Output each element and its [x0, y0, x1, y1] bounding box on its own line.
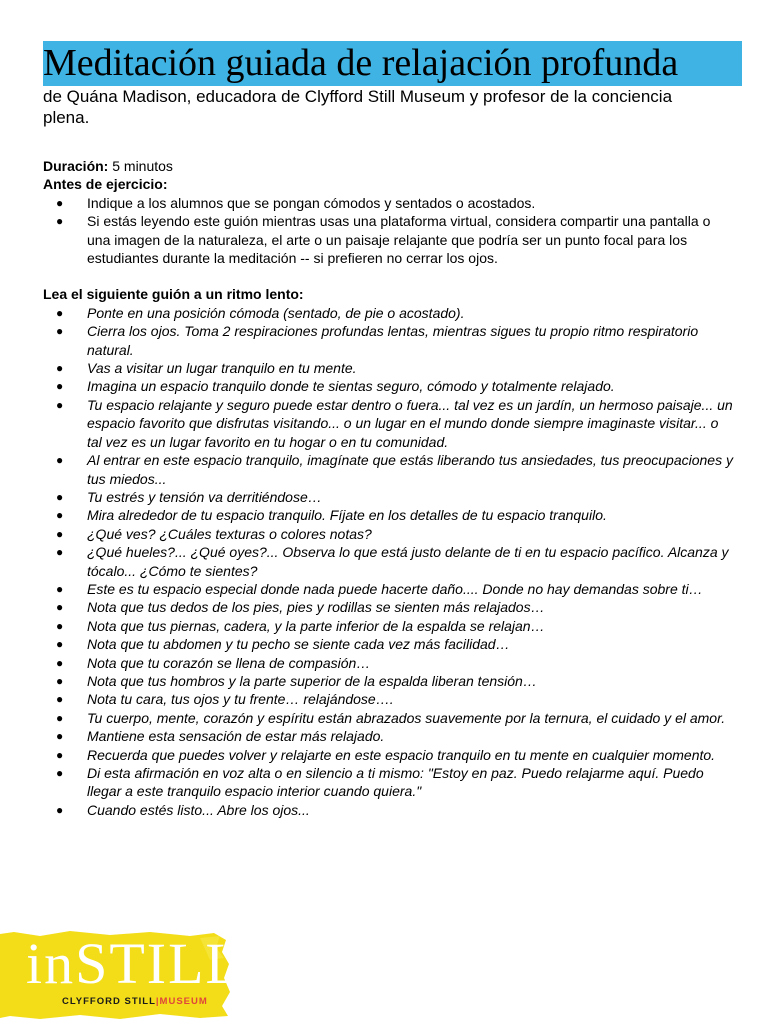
list-item-text: Nota que tus piernas, cadera, y la parte inferior de la espalda se relajan… [87, 617, 545, 634]
list-item-text: Este es tu espacio especial donde nada puede hacerte daño.... Donde no hay demandas sobre ti… [87, 580, 703, 597]
list-item-text: ¿Qué ves? ¿Cuáles texturas o colores notas? [87, 525, 372, 542]
list-item [43, 746, 733, 764]
bullet-icon: ● [56, 324, 64, 339]
list-item [43, 304, 733, 322]
page-subtitle: de Quána Madison, educadora de Clyfford Still Museum y profesor de la conciencia plena. [43, 87, 673, 127]
bullet-icon: ● [56, 710, 64, 725]
list-item [43, 322, 733, 359]
bullet-icon: ● [56, 673, 64, 688]
bullet-icon: ● [56, 692, 64, 707]
list-item-text: Recuerda que puedes volver y relajarte en este espacio tranquilo en tu mente en cualquier momento. [87, 746, 716, 763]
list-item [43, 617, 733, 635]
list-item [43, 396, 733, 451]
list-item-text: Ponte en una posición cómoda (sentado, de pie o acostado). [87, 304, 465, 321]
list-item [43, 580, 733, 598]
logo-wordmark: inSTILL [26, 931, 243, 996]
list-item-text: Mantiene esta sensación de estar más relajado. [87, 728, 385, 745]
list-item [43, 764, 733, 801]
bullet-icon: ● [56, 545, 64, 560]
list-item-text: ¿Qué hueles?... ¿Qué oyes?... Observa lo que está justo delante de ti en tu espacio pacífico. Alcanza y tócalo... ¿Cómo te sientes? [87, 544, 729, 579]
list-item-text: Indique a los alumnos que se pongan cómodos y sentados o acostados. [87, 194, 536, 211]
page-title: Meditación guiada de relajación profunda [43, 42, 679, 84]
list-item [43, 488, 733, 506]
list-item-text: Vas a visitar un lugar tranquilo en tu mente. [87, 360, 357, 377]
list-item [43, 635, 733, 653]
logo-subtitle [62, 996, 208, 1007]
list-item-text: Nota que tu corazón se llena de compasión… [87, 654, 371, 671]
list-item-text: Cierra los ojos. Toma 2 respiraciones profundas lentas, mientras sigues tu propio ritmo respiratorio natural. [87, 323, 699, 358]
bullet-icon: ● [56, 214, 64, 229]
duration-label: Duración: [43, 158, 109, 174]
spacer [43, 267, 733, 285]
bullet-icon: ● [56, 637, 64, 652]
bullet-icon: ● [56, 526, 64, 541]
before-heading-text: Antes de ejercicio: [43, 176, 168, 193]
list-item-text: Nota tu cara, tus ojos y tu frente… relajándose…. [87, 691, 394, 708]
bullet-icon: ● [56, 802, 64, 817]
list-item [43, 598, 733, 616]
bullet-icon: ● [56, 729, 64, 744]
document-body [43, 157, 733, 819]
before-heading [43, 175, 733, 193]
bullet-icon: ● [56, 379, 64, 394]
logo-sub-separator: | [155, 996, 160, 1007]
list-item-text: Di esta afirmación en voz alta o en silencio a ti mismo: "Estoy en paz. Puedo relajarme aquí. Puedo llegar a este tranquilo espacio interior cuando quiera." [87, 765, 704, 800]
bullet-icon: ● [56, 305, 64, 320]
list-item-text: Tu estrés y tensión va derritiéndose… [87, 488, 322, 505]
bullet-icon: ● [56, 600, 64, 615]
list-item-text: Imagina un espacio tranquilo donde te sientas seguro, cómodo y totalmente relajado. [87, 378, 615, 395]
list-item [43, 377, 733, 395]
bullet-icon: ● [56, 508, 64, 523]
list-item [43, 709, 733, 727]
list-item-text: Tu cuerpo, mente, corazón y espíritu están abrazados suavemente por la ternura, el cuidado y el amor. [87, 709, 726, 726]
list-item [43, 506, 733, 524]
bullet-icon: ● [56, 453, 64, 468]
list-item-text: Mira alrededor de tu espacio tranquilo. Fíjate en los detalles de tu espacio tranquilo. [87, 507, 607, 524]
list-item-text: Al entrar en este espacio tranquilo, imagínate que estás liberando tus ansiedades, tus preocupaciones y tus miedos... [87, 452, 733, 487]
bullet-icon: ● [56, 766, 64, 780]
list-item [43, 451, 733, 488]
bullet-icon: ● [56, 618, 64, 633]
list-item-text: Nota que tus dedos de los pies, pies y rodillas se sienten más relajados… [87, 599, 545, 616]
script-heading [43, 285, 733, 303]
list-item [43, 654, 733, 672]
list-item-text: Tu espacio relajante y seguro puede estar dentro o fuera... tal vez es un jardín, un hermoso paisaje... un espacio favorito que disfrutas visitando... o un lugar en el mundo donde siempre imaginaste visitar... o tal vez es un lugar favorito en tu hogar o en tu comunidad. [87, 396, 733, 450]
script-list [43, 304, 733, 819]
logo-sub-right: MUSEUM [159, 996, 208, 1007]
list-item [43, 672, 733, 690]
bullet-icon: ● [56, 655, 64, 670]
list-item-text: Si estás leyendo este guión mientras usas una plataforma virtual, considera compartir una pantalla o una imagen de la naturaleza, el arte o un paisaje relajante que podría ser un punto focal para los estudiantes durante la meditación -- si prefieren no cerrar los ojos. [87, 213, 711, 267]
list-item [43, 690, 733, 708]
list-item [43, 194, 733, 212]
list-item [43, 543, 733, 580]
list-item-text: Nota que tus hombros y la parte superior de la espalda liberan tensión… [87, 672, 537, 689]
bullet-icon: ● [56, 195, 64, 210]
before-list [43, 194, 733, 268]
list-item [43, 727, 733, 745]
bullet-icon: ● [56, 489, 64, 504]
bullet-icon: ● [56, 361, 64, 376]
bullet-icon: ● [56, 581, 64, 596]
list-item [43, 212, 733, 267]
list-item-text: Nota que tu abdomen y tu pecho se siente cada vez más facilidad… [87, 636, 510, 653]
script-heading-text: Lea el siguiente guión a un ritmo lento: [43, 286, 304, 303]
list-item [43, 801, 733, 819]
list-item [43, 525, 733, 543]
duration-line [43, 157, 733, 175]
bullet-icon: ● [56, 747, 64, 762]
list-item-text: Cuando estés listo... Abre los ojos... [87, 801, 310, 818]
bullet-icon: ● [56, 397, 64, 412]
list-item [43, 359, 733, 377]
logo-sub-left: CLYFFORD STILL [62, 996, 156, 1007]
duration-value: 5 minutos [112, 158, 173, 174]
